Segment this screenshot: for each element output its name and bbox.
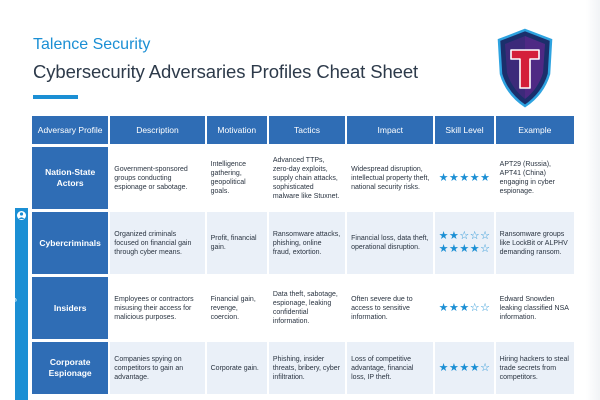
tactics-cell: Ransomware attacks, phishing, online fraud, extortion. [269,212,345,274]
column-header: Skill Level [435,116,493,144]
column-header: Motivation [207,116,267,144]
description-cell: Employees or contractors misusing their access for malicious purposes. [110,277,204,339]
star-rating-icon: ★★★★☆ [438,361,491,374]
skill-rating [435,342,493,394]
adversary-table [30,113,576,397]
tactics-cell: Advanced TTPs, zero-day exploits, supply chain attacks, sophisticated malware like Stuxnet. [269,147,345,209]
brand-name: Talence Security [33,36,151,53]
star-rating-icon: ★★★☆☆ [438,301,491,314]
impact-cell: Often severe due to access to sensitive information. [347,277,433,339]
motivation-cell: Profit, financial gain. [207,212,267,274]
shield-logo-icon [495,28,555,108]
table-row [32,277,574,339]
column-header: Description [110,116,204,144]
table-row [32,147,574,209]
impact-cell: Loss of competitive advantage, financial loss, IP theft. [347,342,433,394]
star-rating-icon: ★★☆☆☆ [438,230,491,242]
description-cell: Companies spying on competitors to gain an advantage. [110,342,204,394]
table-header-row [32,116,574,144]
column-header: Impact [347,116,433,144]
motivation-cell: Intelligence gathering, geopolitical goals. [207,147,267,209]
column-header: Example [496,116,574,144]
page-edge-shadow [586,0,600,400]
star-rating-icon: ★★★★★ [438,171,491,184]
example-cell: Ransomware groups like LockBit or ALPHV demanding ransom. [496,212,574,274]
description-cell: Organized criminals focused on financial gain through cyber means. [110,212,204,274]
skill-rating [435,277,493,339]
tactics-cell: Data theft, sabotage, espionage, leaking confidential information. [269,277,345,339]
most-dangerous-label: Most Dangerous [8,277,17,336]
column-header: Adversary Profile [32,116,108,144]
impact-cell: Widespread disruption, intellectual property theft, national security risks. [347,147,433,209]
title-accent-bar [33,95,78,99]
star-rating-icon: ★★★★☆ [438,243,491,255]
tactics-cell: Phishing, insider threats, bribery, cyber infiltration. [269,342,345,394]
description-cell: Government-sponsored groups conducting espionage or sabotage. [110,147,204,209]
impact-cell: Financial loss, data theft, operational disruption. [347,212,433,274]
skill-rating [435,212,493,274]
column-header: Tactics [269,116,345,144]
example-cell: Hiring hackers to steal trade secrets from competitors. [496,342,574,394]
page-title: Cybersecurity Adversaries Profiles Cheat Sheet [33,61,419,82]
skill-rating [435,147,493,209]
example-cell: APT29 (Russia), APT41 (China) engaging in cyber espionage. [496,147,574,209]
spy-icon [16,210,27,221]
adversary-name: Cybercriminals [32,212,108,274]
motivation-cell: Corporate gain. [207,342,267,394]
example-cell: Edward Snowden leaking classified NSA information. [496,277,574,339]
adversary-name: Insiders [32,277,108,339]
motivation-cell: Financial gain, revenge, coercion. [207,277,267,339]
table-row [32,342,574,394]
table-row [32,212,574,274]
adversary-name: Nation-State Actors [32,147,108,209]
adversary-name: Corporate Espionage [32,342,108,394]
